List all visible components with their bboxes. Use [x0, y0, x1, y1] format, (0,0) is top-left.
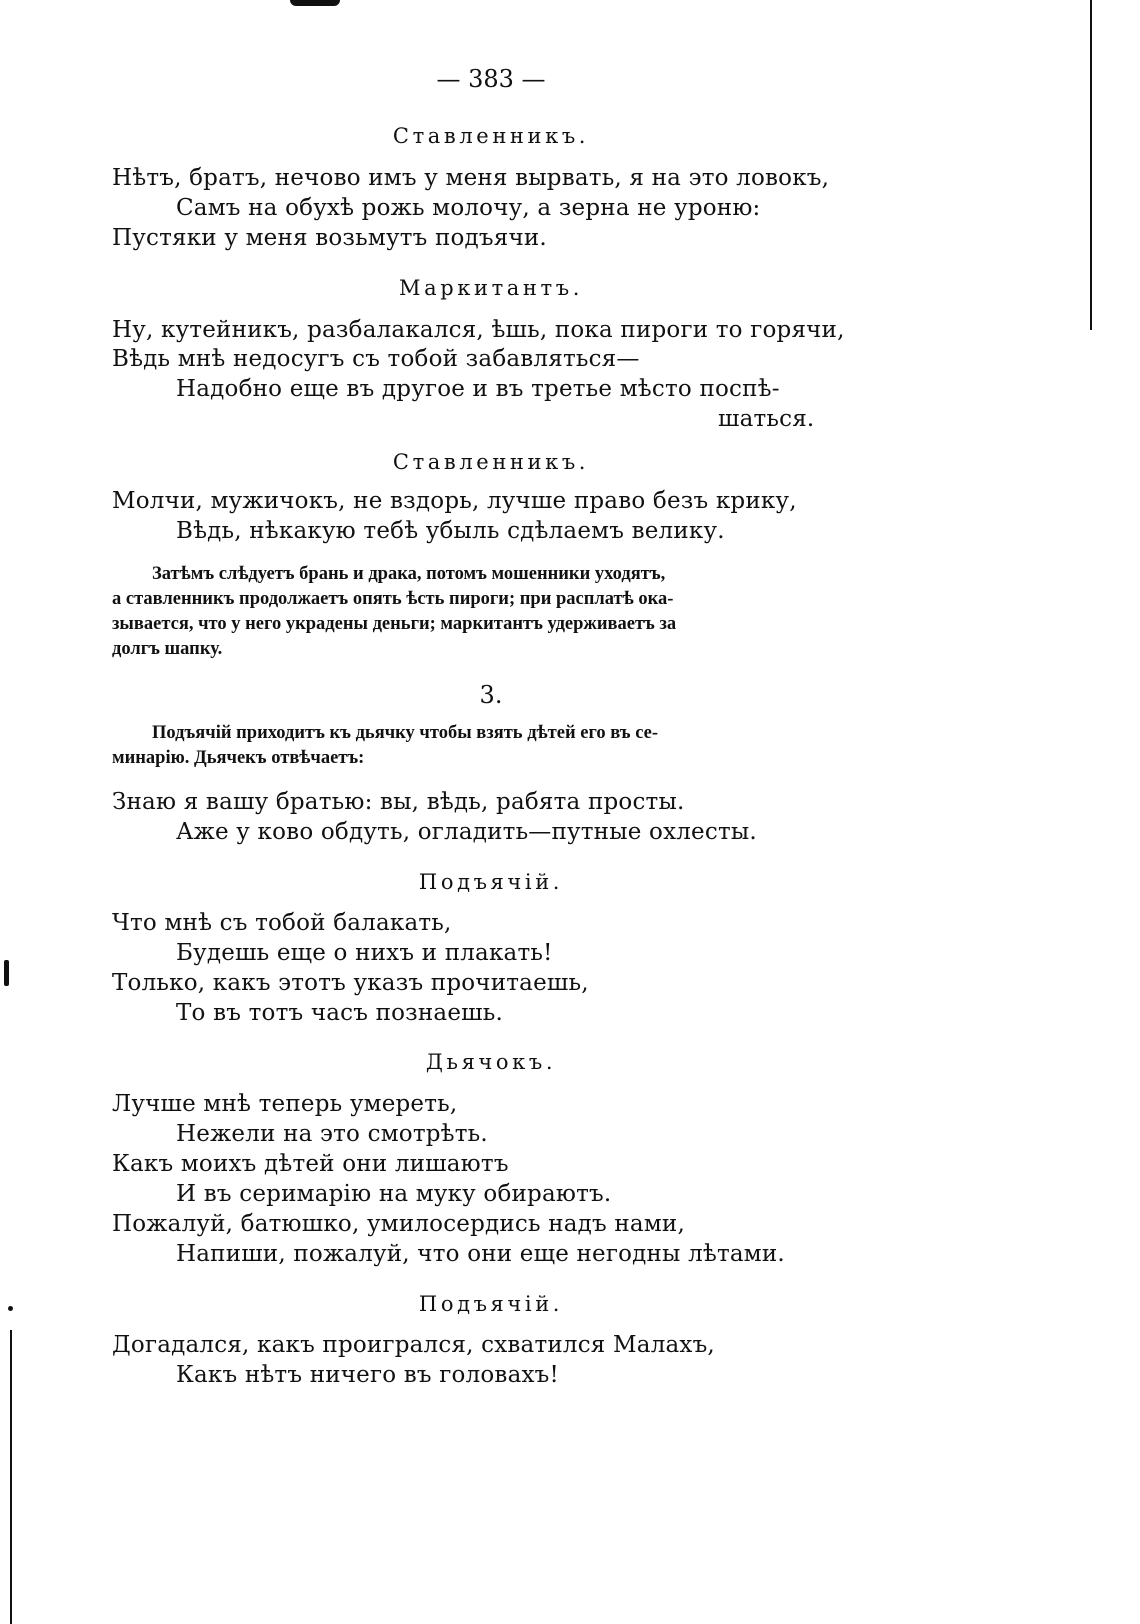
verse-line: Какъ моихъ дѣтей они лишаютъ	[112, 1151, 509, 1177]
scan-edge-line	[1090, 0, 1092, 330]
speaker-heading: Ставленникъ.	[392, 450, 590, 474]
stage-direction: а ставленникъ продолжаетъ опять ѣсть пироги; при расплатѣ ока-	[112, 589, 674, 609]
scan-blot	[4, 960, 9, 986]
verse-line: Вѣдь, нѣкакую тебѣ убыль сдѣлаемъ велику.	[176, 518, 725, 544]
speaker-heading: Ставленникъ.	[392, 124, 590, 148]
verse-line: Самъ на обухѣ рожь молочу, а зерна не уроню:	[176, 195, 761, 221]
verse-line: И въ серимарію на муку обираютъ.	[176, 1181, 612, 1207]
speaker-heading: Дьячокъ.	[425, 1050, 557, 1074]
verse-line: Молчи, мужичокъ, не вздорь, лучше право безъ крику,	[112, 488, 797, 514]
verse-line: Надобно еще въ другое и въ третье мѣсто поспѣ-	[176, 376, 780, 402]
stage-direction: Затѣмъ слѣдуетъ брань и драка, потомъ мошенники уходятъ,	[152, 564, 666, 584]
verse-line: То въ тотъ часъ познаешь.	[176, 1000, 503, 1026]
section-number: 3.	[479, 681, 503, 709]
verse-line: Ну, кутейникъ, разбалакался, ѣшь, пока пироги то горячи,	[112, 317, 845, 343]
speaker-heading: Подъячій.	[418, 1292, 564, 1316]
verse-line: Знаю я вашу братью: вы, вѣдь, рабята просты.	[112, 789, 685, 815]
scan-smudge-top	[290, 0, 340, 6]
verse-line: Пустяки у меня возьмутъ подъячи.	[112, 225, 547, 251]
verse-line: Что мнѣ съ тобой балакать,	[112, 910, 452, 936]
scan-edge-line-left	[10, 1330, 12, 1624]
verse-line: Лучше мнѣ теперь умереть,	[112, 1091, 458, 1117]
verse-line: Какъ нѣтъ ничего въ головахъ!	[176, 1362, 559, 1388]
verse-line: шаться.	[718, 406, 815, 432]
page-number: — 383 —	[436, 65, 546, 93]
verse-line: Напиши, пожалуй, что они еще негодны лѣтами.	[176, 1241, 785, 1267]
verse-line: Нѣтъ, братъ, нечово имъ у меня вырвать, я на это ловокъ,	[112, 165, 830, 191]
speaker-heading: Маркитантъ.	[399, 276, 583, 300]
verse-line: Догадался, какъ проигрался, схватился Малахъ,	[112, 1332, 715, 1358]
speaker-heading: Подъячій.	[418, 870, 564, 894]
stage-direction: минарію. Дьячекъ отвѣчаетъ:	[112, 748, 365, 768]
stage-direction: долгъ шапку.	[112, 639, 223, 659]
stage-direction: Подъячій приходитъ къ дьячку чтобы взять дѣтей его въ се-	[152, 723, 659, 743]
verse-line: Пожалуй, батюшко, умилосердись надъ нами,	[112, 1211, 685, 1237]
verse-line: Нежели на это смотрѣть.	[176, 1121, 488, 1147]
verse-line: Будешь еще о нихъ и плакать!	[176, 940, 553, 966]
verse-line: Только, какъ этотъ указъ прочитаешь,	[112, 970, 589, 996]
verse-line: Аже у ково обдуть, огладить—путные охлесты.	[176, 819, 757, 845]
stage-direction: зывается, что у него украдены деньги; маркитантъ удерживаетъ за	[112, 614, 677, 634]
verse-line: Вѣдь мнѣ недосугъ съ тобой забавляться—	[112, 346, 640, 372]
